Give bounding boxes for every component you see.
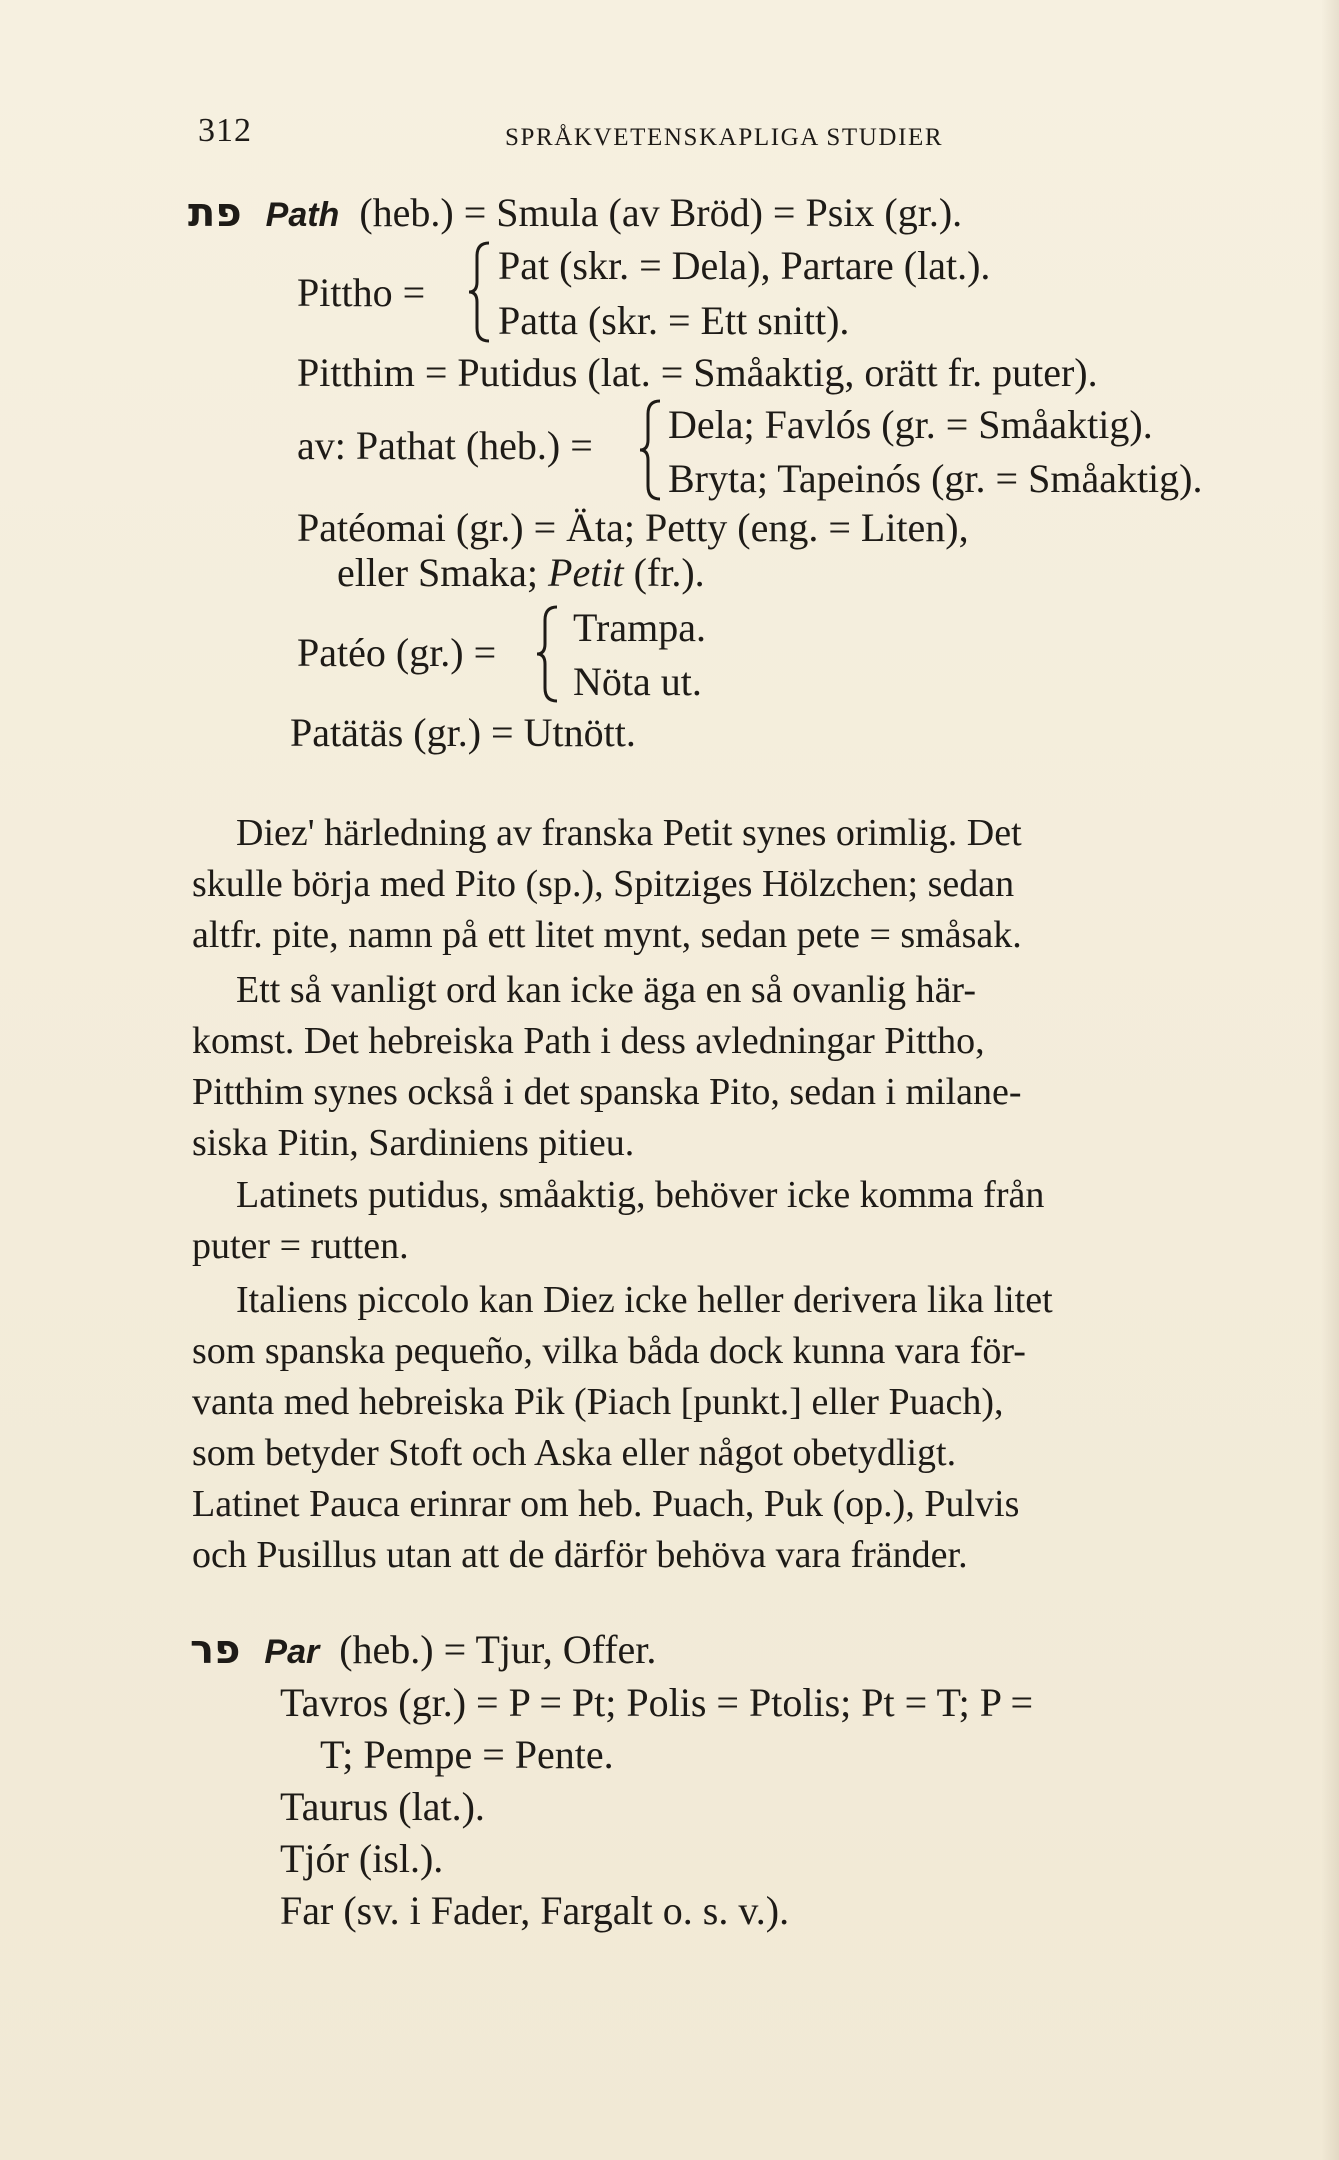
paragraph-4-line-6: och Pusillus utan att de därför behöva vara fränder. — [192, 1534, 968, 1576]
paragraph-4-line-1: Italiens piccolo kan Diez icke heller derivera lika litet — [236, 1279, 1053, 1321]
pateomai-line-1: Patéomai (gr.) = Äta; Petty (eng. = Liten), — [297, 505, 969, 550]
running-title: SPRÅKVETENSKAPLIGA STUDIER — [505, 124, 944, 151]
path-definition: (heb.) = Smula (av Bröd) = Psix (gr.). — [359, 190, 963, 235]
paragraph-2 — [192, 965, 1262, 1169]
paragraph-2-line-3: Pitthim synes också i det spanska Pito, sedan i milane- — [192, 1071, 1022, 1113]
page-edge-shadow — [1321, 0, 1339, 2160]
paragraph-4-line-5: Latinet Pauca erinrar om heb. Puach, Puk (op.), Pulvis — [192, 1483, 1020, 1525]
paragraph-3-line-2: puter = rutten. — [192, 1225, 409, 1267]
paragraph-3-line-1: Latinets putidus, småaktig, behöver icke komma från — [236, 1174, 1045, 1216]
page-number: 312 — [198, 112, 252, 149]
pittho-brace — [467, 240, 493, 344]
pateo-meaning-2: Nöta ut. — [573, 659, 702, 704]
keyword-path: Path — [265, 196, 340, 234]
paragraph-4-line-4: som betyder Stoft och Aska eller något obetydligt. — [192, 1432, 957, 1474]
paragraph-2-line-1: Ett så vanligt ord kan icke äga en så ovanlig här- — [236, 969, 976, 1011]
pathat-meaning-2: Bryta; Tapeinós (gr. = Småaktig). — [668, 456, 1203, 501]
paragraph-4 — [192, 1275, 1262, 1581]
entry-path-headline — [188, 190, 962, 238]
par-definition: (heb.) = Tjur, Offer. — [339, 1627, 657, 1672]
par-line-5: Far (sv. i Fader, Fargalt o. s. v.). — [280, 1888, 790, 1933]
paragraph-2-line-2: komst. Det hebreiska Path i dess avledningar Pittho, — [192, 1020, 985, 1062]
keyword-par: Par — [264, 1633, 320, 1671]
pateo-brace — [535, 604, 561, 704]
pateomai-line-2 — [337, 550, 705, 596]
pateomai-petit-italic: Petit — [548, 550, 624, 595]
pateomai-text-c: (fr.). — [623, 550, 705, 595]
par-line-1: Tavros (gr.) = P = Pt; Polis = Ptolis; Pt = T; P = — [280, 1680, 1034, 1725]
pateo-meaning-1: Trampa. — [573, 605, 706, 650]
pitthim-line: Pitthim = Putidus (lat. = Småaktig, orätt fr. puter). — [297, 350, 1098, 395]
pittho-label: Pittho = — [297, 270, 426, 315]
pathat-brace — [638, 398, 664, 502]
paragraph-4-line-3: vanta med hebreiska Pik (Piach [punkt.] eller Puach), — [192, 1381, 1004, 1423]
paragraph-2-line-4: siska Pitin, Sardiniens pitieu. — [192, 1122, 635, 1164]
paragraph-3 — [192, 1170, 1262, 1272]
paragraph-1 — [192, 808, 1262, 961]
paragraph-4-line-2: som spanska pequeño, vilka båda dock kunna vara för- — [192, 1330, 1026, 1372]
paragraph-1-line-2: skulle börja med Pito (sp.), Spitziges Hölzchen; sedan — [192, 863, 1015, 905]
pateomai-text-a: eller Smaka; — [337, 550, 549, 595]
patatas-line: Patätäs (gr.) = Utnött. — [290, 710, 636, 755]
paragraph-1-line-1: Diez' härledning av franska Petit synes orimlig. Det — [236, 812, 1022, 854]
par-line-3: Taurus (lat.). — [280, 1784, 485, 1829]
pathat-label: av: Pathat (heb.) = — [297, 423, 593, 468]
pittho-meaning-2: Patta (skr. = Ett snitt). — [498, 298, 850, 343]
par-line-4: Tjór (isl.). — [280, 1836, 444, 1881]
pittho-meaning-1: Pat (skr. = Dela), Partare (lat.). — [498, 243, 991, 288]
entry-par-headline — [190, 1627, 656, 1675]
hebrew-word-path: פת — [188, 190, 242, 236]
par-line-2: T; Pempe = Pente. — [320, 1732, 614, 1777]
hebrew-word-par: פר — [190, 1627, 241, 1673]
paragraph-1-line-3: altfr. pite, namn på ett litet mynt, sedan pete = småsak. — [192, 914, 1022, 956]
pateo-label: Patéo (gr.) = — [297, 630, 497, 675]
pathat-meaning-1: Dela; Favlós (gr. = Småaktig). — [668, 402, 1153, 447]
